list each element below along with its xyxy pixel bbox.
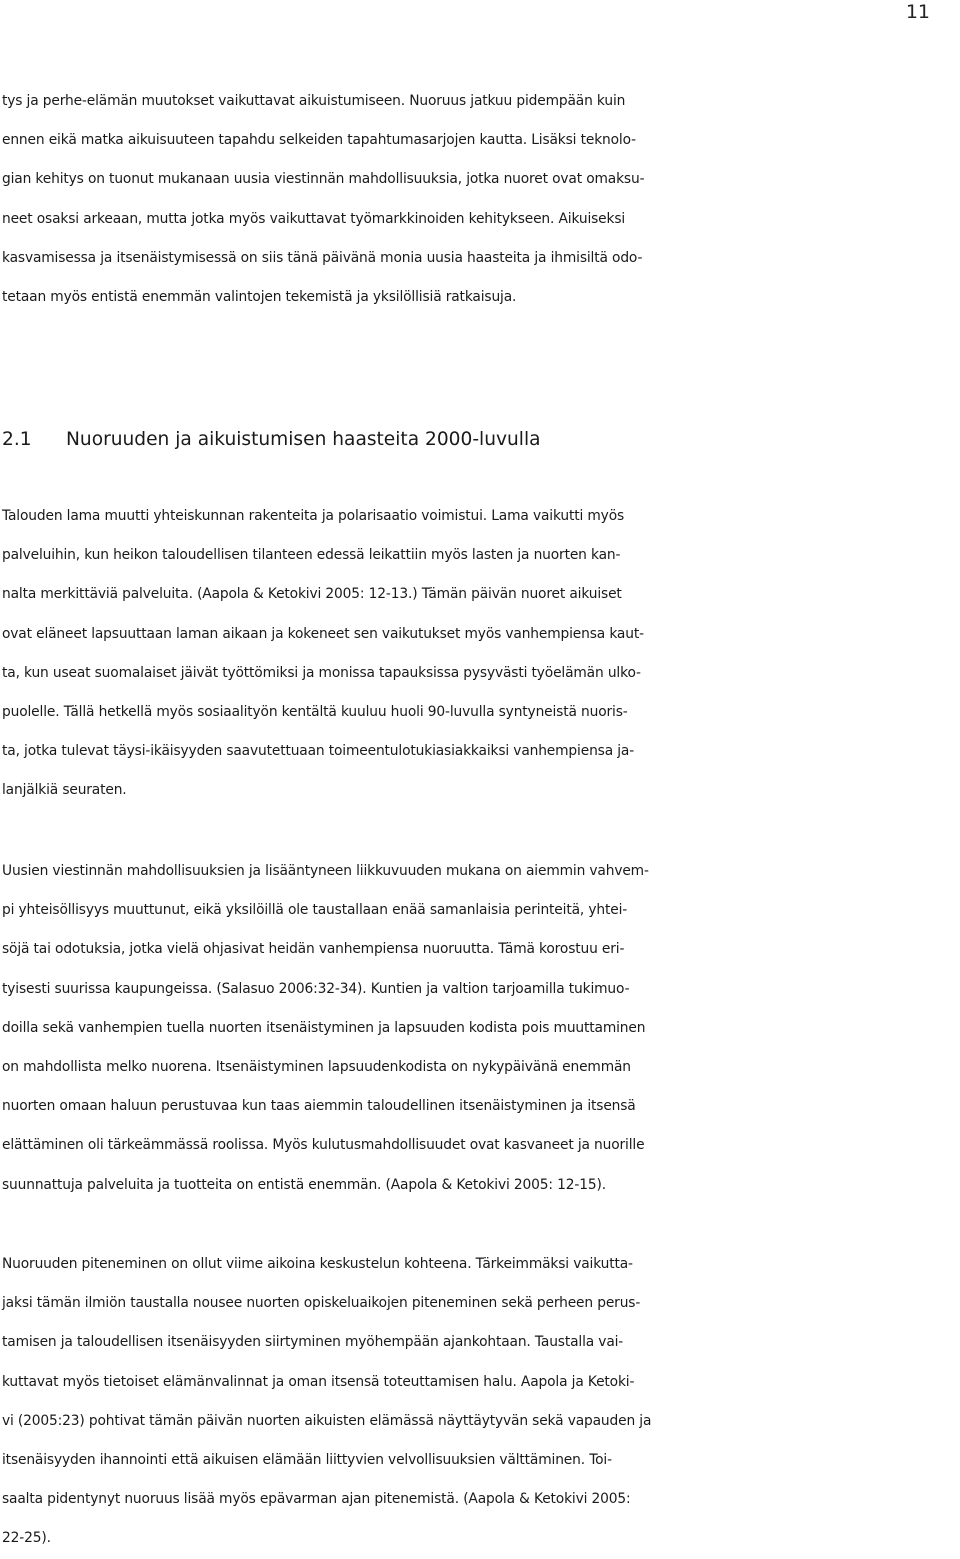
section-heading: [2, 420, 541, 459]
text-line: neet osaksi arkeaan, mutta jotka myös vaikuttavat työmarkkinoiden kehitykseen. Aikuiseksi: [2, 210, 626, 227]
text-line: 22-25).: [2, 1530, 51, 1547]
text-line: itsenäisyyden ihannointi että aikuisen elämään liittyvien velvollisuuksien välttäminen. Toi-: [2, 1451, 612, 1468]
text-line: tetaan myös entistä enemmän valintojen tekemistä ja yksilöllisiä ratkaisuja.: [2, 288, 517, 305]
text-line: jaksi tämän ilmiön taustalla nousee nuorten opiskeluaikojen piteneminen sekä perheen perus-: [2, 1295, 641, 1312]
text-line: ta, jotka tulevat täysi-ikäisyyden saavutettuaan toimeentulotukiasiakkaiksi vanhempiensa ja-: [2, 743, 635, 760]
text-line: elättäminen oli tärkeämmässä roolissa. Myös kulutusmahdollisuudet ovat kasvaneet ja nuorille: [2, 1137, 645, 1154]
section-title: Nuoruuden ja aikuistumisen haasteita 2000-luvulla: [66, 429, 541, 450]
text-line: nalta merkittäviä palveluita. (Aapola & Ketokivi 2005: 12-13.) Tämän päivän nuoret aikuiset: [2, 586, 622, 603]
paragraph-4: [2, 1245, 958, 1559]
text-line: doilla sekä vanhempien tuella nuorten itsenäistyminen ja lapsuuden kodista pois muuttaminen: [2, 1019, 646, 1036]
text-line: lanjälkiä seuraten.: [2, 782, 127, 799]
paragraph-3: [2, 852, 958, 1205]
text-line: on mahdollista melko nuorena. Itsenäistyminen lapsuudenkodista on nykypäivänä enemmän: [2, 1058, 631, 1075]
text-line: Uusien viestinnän mahdollisuuksien ja lisääntyneen liikkuvuuden mukana on aiemmin vahvem-: [2, 863, 649, 879]
text-line: kuttavat myös tietoiset elämänvalinnat ja oman itsensä toteuttamisen halu. Aapola ja Ketoki-: [2, 1373, 635, 1390]
paragraph-2: [2, 497, 958, 811]
text-line: söjä tai odotuksia, jotka vielä ohjasivat heidän vanhempiensa nuoruutta. Tämä korostuu eri-: [2, 941, 625, 958]
text-line: ennen eikä matka aikuisuuteen tapahdu selkeiden tapahtumasarjojen kautta. Lisäksi teknolo-: [2, 132, 636, 149]
text-line: Talouden lama muutti yhteiskunnan rakenteita ja polarisaatio voimistui. Lama vaikutti myös: [2, 508, 625, 524]
text-line: Nuoruuden piteneminen on ollut viime aikoina keskustelun kohteena. Tärkeimmäksi vaikutta-: [2, 1256, 633, 1272]
text-line: suunnattuja palveluita ja tuotteita on entistä enemmän. (Aapola & Ketokivi 2005: 12-15).: [2, 1176, 606, 1193]
page-number: 11: [905, 1, 930, 23]
text-line: palveluihin, kun heikon taloudellisen tilanteen edessä leikattiin myös lasten ja nuorten kan-: [2, 547, 621, 564]
text-line: tys ja perhe-elämän muutokset vaikuttavat aikuistumiseen. Nuoruus jatkuu pidempään kuin: [2, 93, 626, 109]
text-line: gian kehitys on tuonut mukanaan uusia viestinnän mahdollisuuksia, jotka nuoret ovat omaksu-: [2, 171, 645, 188]
section-number: 2.1: [2, 429, 32, 450]
text-line: nuorten omaan haluun perustuvaa kun taas aiemmin taloudellinen itsenäistyminen ja itsensä: [2, 1098, 636, 1115]
text-line: pi yhteisöllisyys muuttunut, eikä yksilöillä ole taustallaan enää samanlaisia perinteitä, yhtei-: [2, 902, 628, 919]
text-line: ta, kun useat suomalaiset jäivät työttömiksi ja monissa tapauksissa pysyvästi työelämän ulko-: [2, 664, 641, 681]
text-line: saalta pidentynyt nuoruus lisää myös epävarman ajan pitenemistä. (Aapola & Ketokivi 2005:: [2, 1491, 631, 1508]
text-line: kasvamisessa ja itsenäistymisessä on siis tänä päivänä monia uusia haasteita ja ihmisiltä odo-: [2, 249, 643, 266]
text-line: vi (2005:23) pohtivat tämän päivän nuorten aikuisten elämässä näyttäytyvän sekä vapauden ja: [2, 1412, 652, 1429]
paragraph-1: [2, 82, 958, 317]
text-line: tyisesti suurissa kaupungeissa. (Salasuo 2006:32-34). Kuntien ja valtion tarjoamilla tukimuo-: [2, 980, 630, 997]
text-line: ovat eläneet lapsuuttaan laman aikaan ja kokeneet sen vaikutukset myös vanhempiensa kaut-: [2, 625, 644, 642]
text-line: tamisen ja taloudellisen itsenäisyyden siirtyminen myöhempään ajankohtaan. Taustalla vai-: [2, 1334, 624, 1351]
text-line: puolelle. Tällä hetkellä myös sosiaalityön kentältä kuuluu huoli 90-luvulla syntyneistä nuoris-: [2, 703, 628, 720]
